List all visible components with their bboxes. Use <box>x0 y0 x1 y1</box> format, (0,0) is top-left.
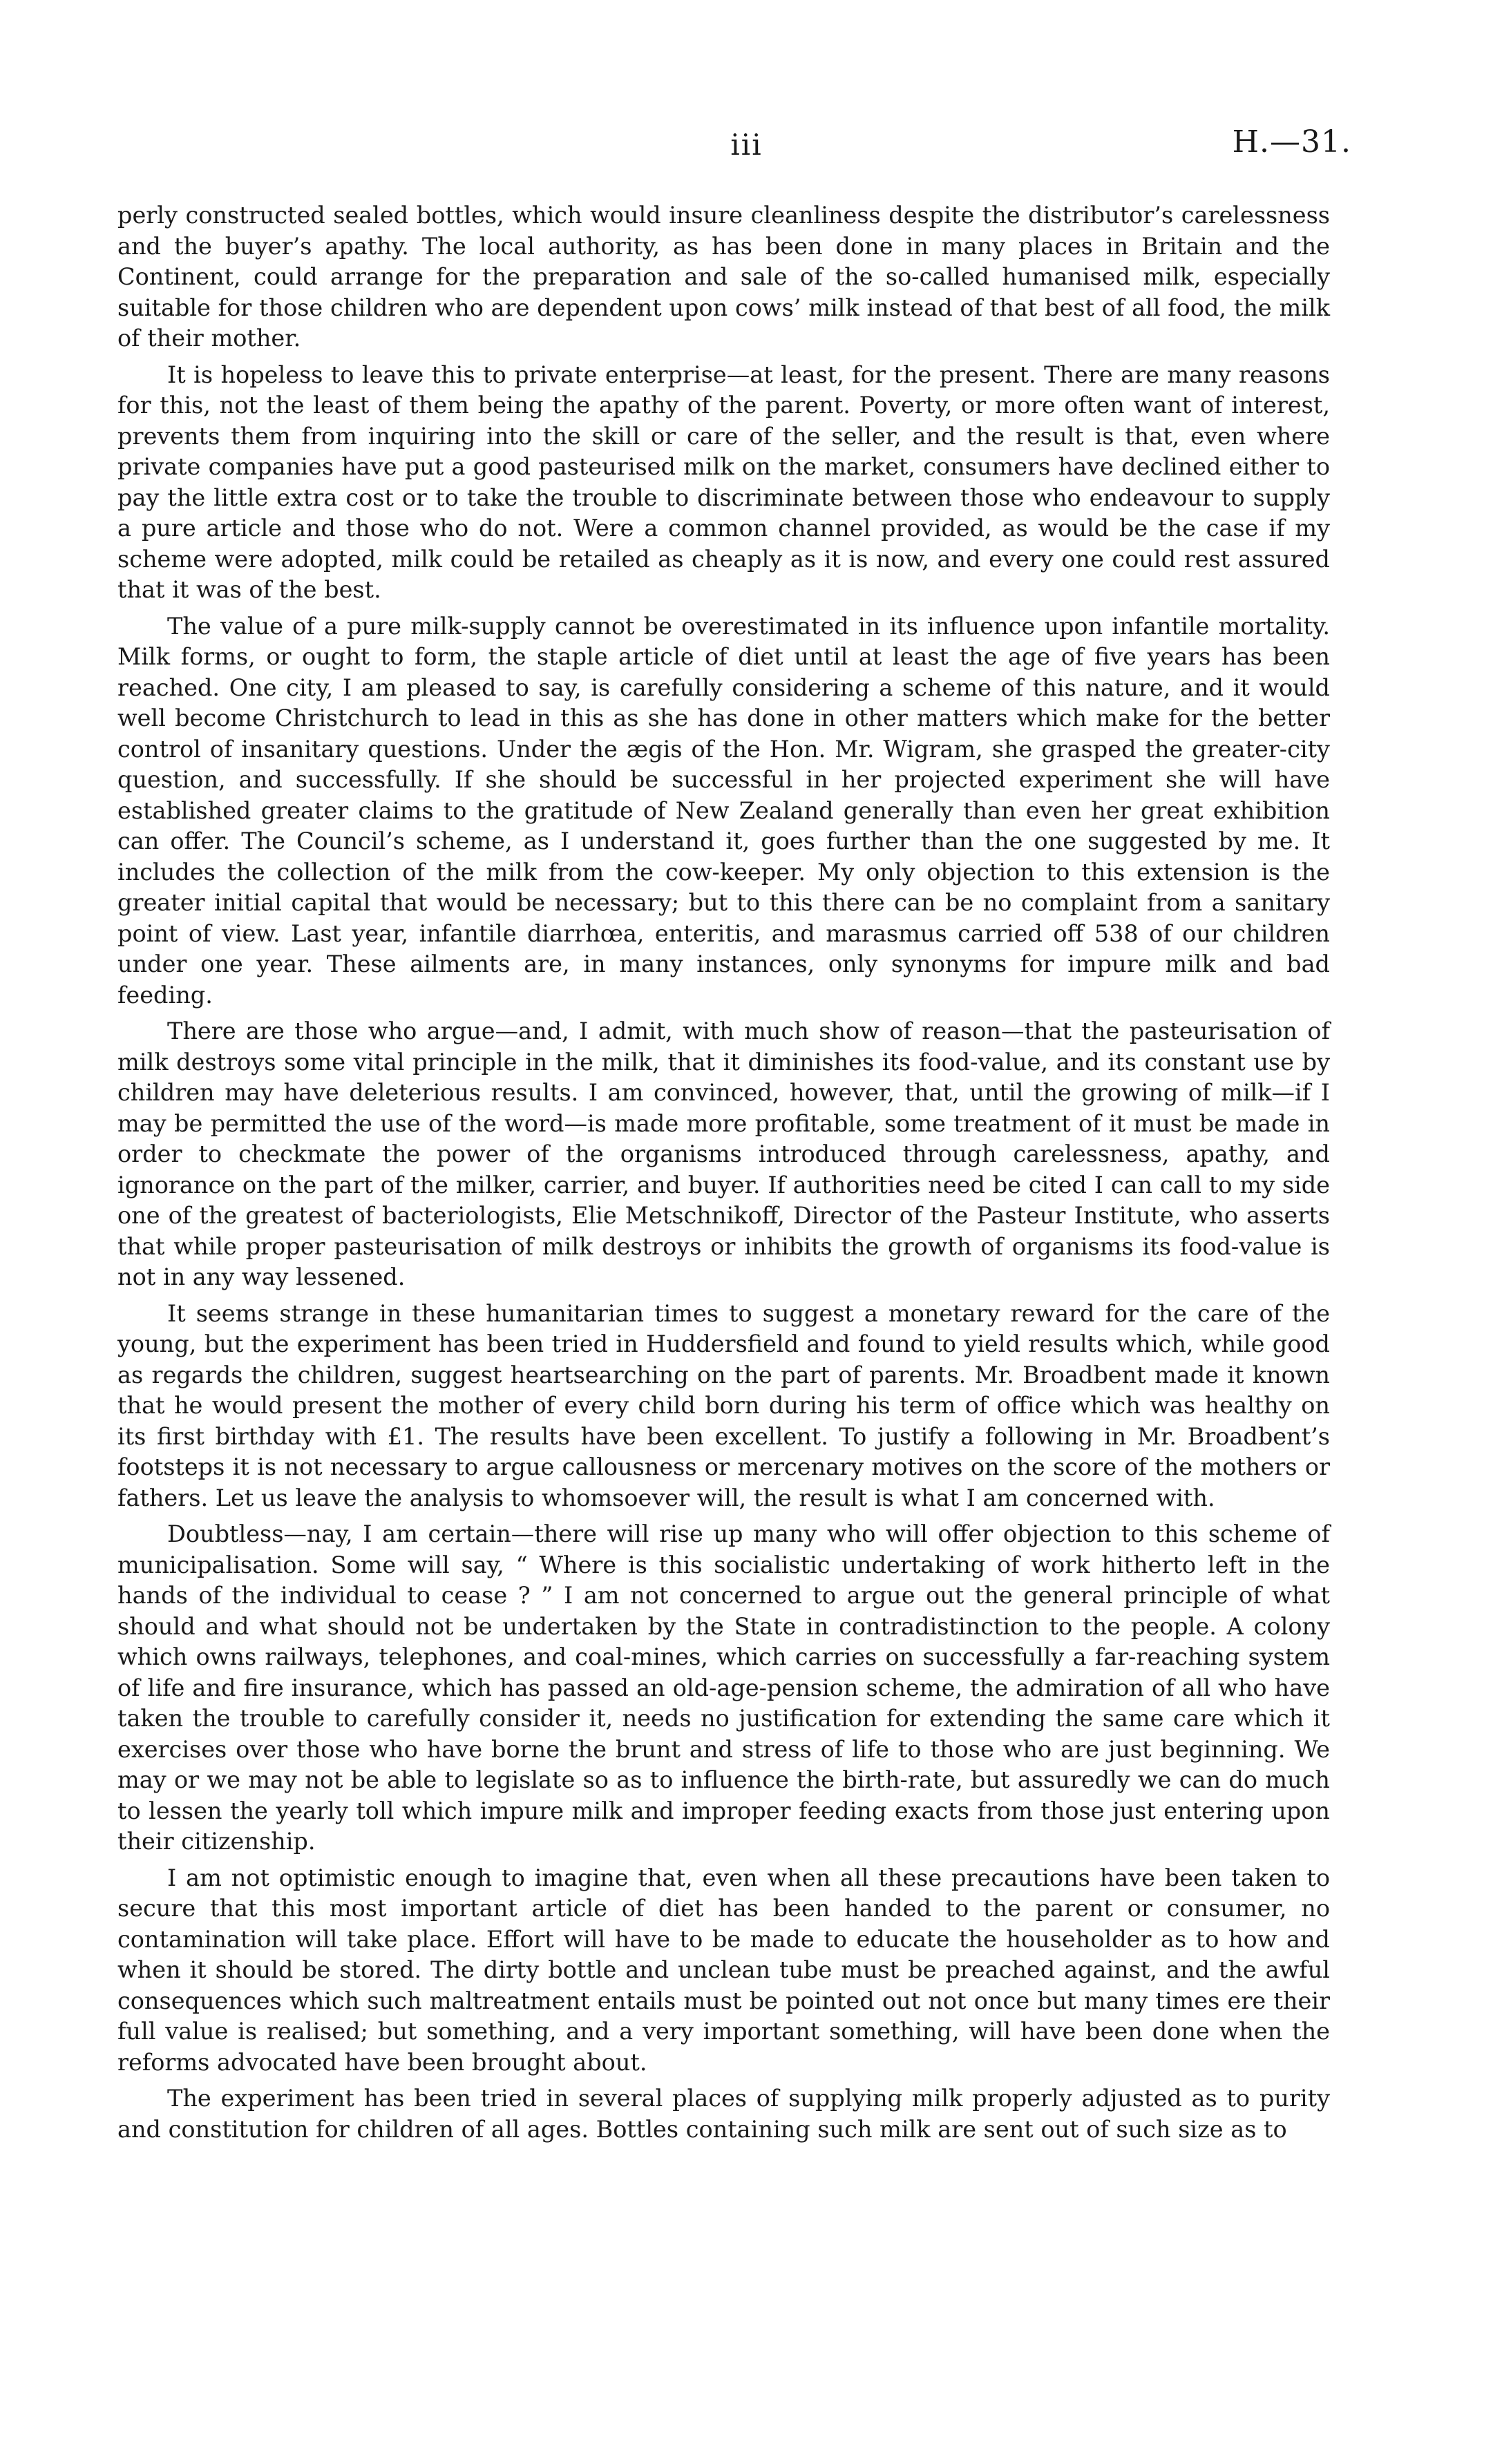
page-number: iii <box>730 128 763 162</box>
paragraph-pasteurisation: There are those who argue—and, I admit, with much show of reason—that the pasteurisation of milk destroys some vital principle in the milk, that it diminishes its food-value, and its constant use by children may have deleterious results. I am convinced, however, that, until the growing of milk—if I may be permitted the use of the word—is made more profitable, some treatment of it must be made in order to checkmate the power of the organisms introduced through carelessness, apathy, and ignorance on the part of the milker, carrier, and buyer. If authorities need be cited I can call to my side one of the greatest of bacteriologists, Elie Metschnikoff, Director of the Pasteur Institute, who asserts that while proper pasteurisation of milk destroys or inhibits the growth of organisms its food-value is not in any way lessened. <box>117 1018 1330 1290</box>
document-reference: H.—31. <box>1232 124 1351 160</box>
paragraph-municipalisation: Doubtless—nay, I am certain—there will rise up many who will offer objection to this scheme of municipalisation. Some will say, “ Where is this socialistic undertaking of work hitherto left in the hands of the individual to cease ? ” I am not concerned to argue out the general principle of what should and what should not be undertaken by the State in contradistinction to the people. A colony which owns railways, telephones, and coal-mines, which carries on successfully a far-reaching system of life and fire insurance, which has passed an old-age-pension scheme, the admiration of all who have taken the trouble to carefully consider it, needs no justification for extending the same care which it exercises over those who have borne the brunt and stress of life to those who are just beginning. We may or we may not be able to legislate so as to influence the birth-rate, but assuredly we can do much to lessen the yearly toll which impure milk and improper feeding exacts from those just entering upon their citizenship. <box>117 1520 1330 1855</box>
body-text <box>117 200 1330 2145</box>
paragraph-continuation: perly constructed sealed bottles, which would insure cleanliness despite the distributor’s carelessness and the buyer’s apathy. The local authority, as has been done in many places in Britain and the Continent, could arrange for the preparation and sale of the so-called humanised milk, especially suitable for those children who are dependent upon cows’ milk instead of that best of all food, the milk of their mother. <box>117 202 1330 352</box>
paragraph-experiment: The experiment has been tried in several places of supplying milk properly adjusted as to purity and constitution for children of all ages. Bottles containing such milk are sent out of such size as to <box>117 2085 1330 2143</box>
paragraph-private-enterprise: It is hopeless to leave this to private enterprise—at least, for the present. There are many reasons for this, not the least of them being the apathy of the parent. Poverty, or more often want of interest, prevents them from inquiring into the skill or care of the seller, and the result is that, even where private companies have put a good pasteurised milk on the market, consumers have declined either to pay the little extra cost or to take the trouble to discriminate between those who endeavour to supply a pure article and those who do not. Were a common channel provided, as would be the case if my scheme were adopted, milk could be retailed as cheaply as it is now, and every one could rest assured that it was of the best. <box>117 361 1330 603</box>
paragraph-contamination: I am not optimistic enough to imagine that, even when all these precautions have been taken to secure that this most important article of diet has been handed to the parent or consumer, no contamination will take place. Effort will have to be made to educate the householder as to how and when it should be stored. The dirty bottle and unclean tube must be preached against, and the awful consequences which such maltreatment entails must be pointed out not once but many times ere their full value is realised; but something, and a very important something, will have been done when the reforms advocated have been brought about. <box>117 1864 1330 2076</box>
paragraph-monetary-reward: It seems strange in these humanitarian times to suggest a monetary reward for the care of the young, but the experiment has been tried in Huddersfield and found to yield results which, while good as regards the children, suggest heartsearching on the part of parents. Mr. Broadbent made it known that he would present the mother of every child born during his term of office which was healthy on its first birthday with £1. The results have been excellent. To justify a following in Mr. Broadbent’s footsteps it is not necessary to argue callousness or mercenary motives on the score of the mothers or fathers. Let us leave the analysis to whomsoever will, the result is what I am concerned with. <box>117 1299 1330 1511</box>
paragraph-milk-supply-value: The value of a pure milk-supply cannot be overestimated in its influence upon infantile mortality. Milk forms, or ought to form, the staple article of diet until at least the age of five years has been reached. One city, I am pleased to say, is carefully considering a scheme of this nature, and it would well become Christchurch to lead in this as she has done in other matters which make for the better control of insanitary questions. Under the ægis of the Hon. Mr. Wigram, she grasped the greater-city question, and successfully. If she should be successful in her projected experiment she will have established greater claims to the gratitude of New Zealand generally than even her great exhibition can offer. The Council’s scheme, as I understand it, goes further than the one suggested by me. It includes the collection of the milk from the cow-keeper. My only objection to this extension is the greater initial capital that would be necessary; but to this there can be no complaint from a sanitary point of view. Last year, infantile diarrhœa, enteritis, and marasmus carried off 538 of our children under one year. These ailments are, in many instances, only synonyms for impure milk and bad feeding. <box>117 612 1330 1009</box>
